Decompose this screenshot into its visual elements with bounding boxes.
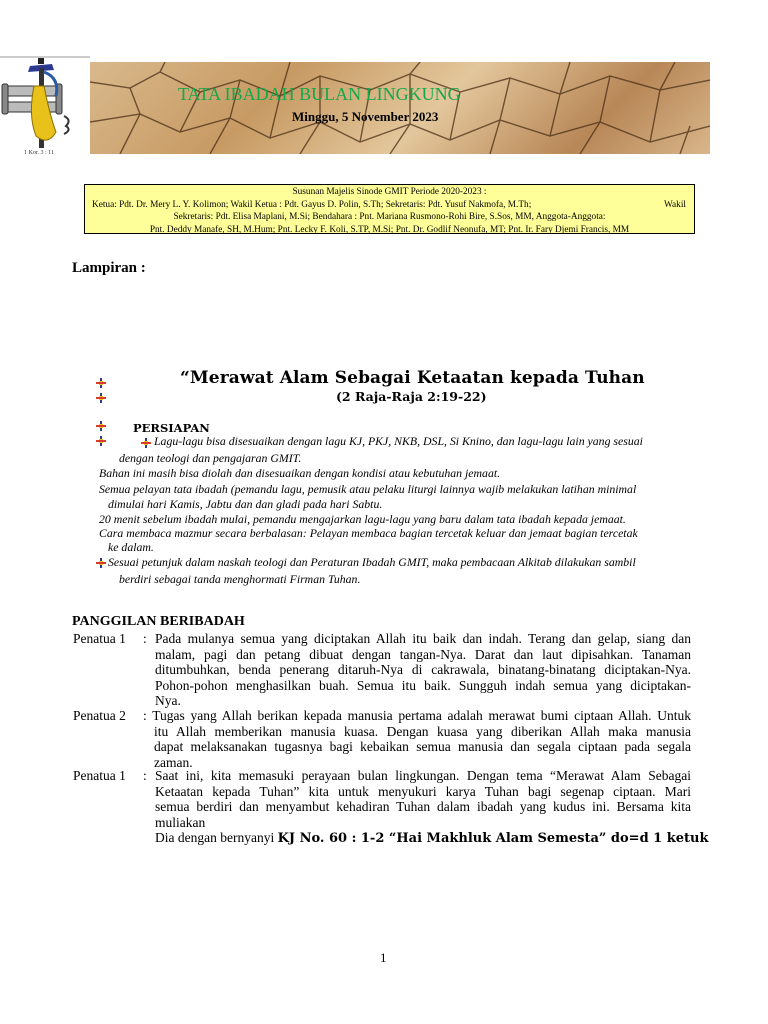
bullet-icon	[96, 393, 106, 403]
bullet-icon	[96, 558, 106, 568]
song-intro-text: Dia dengan bernyanyi	[155, 830, 278, 845]
committee-line-2-end: Wakil	[664, 199, 686, 210]
speaker-colon-1: :	[143, 631, 147, 646]
bullet-icon	[96, 378, 106, 388]
committee-line-3: Sekretaris: Pdt. Elisa Maplani, M.Si; Bendahara : Pnt. Mariana Rusmono-Rohi Bire, S.Sos, MM, Anggota-Anggota:	[173, 212, 606, 222]
lampiran-label: Lampiran :	[72, 260, 146, 276]
paragraph-line: Pada mulanya semua yang diciptakan Allah itu baik dan indah. Terang dan gelap, siang dan	[155, 631, 691, 646]
banner-title: TATA IBADAH BULAN LINGKUNG	[178, 84, 461, 104]
paragraph-line: itu Allah memberikan manusia kuasa. Dengan kuasa yang diberikan Allah maka manusia	[154, 723, 691, 739]
paragraph-line: zaman.	[154, 754, 193, 770]
persiapan-item-6-cont: berdiri sebagai tanda menghormati Firman Tuhan.	[119, 572, 361, 586]
committee-line-4: Pnt. Deddy Manafe, SH, M.Hum; Pnt. Lecky F. Koli, S.TP, M.Si; Pnt. Dr. Godlif Neonufa, MT; Pnt. Ir. Fary Djemi Francis, MM	[149, 224, 630, 235]
committee-line-2	[85, 199, 694, 212]
persiapan-item-2: Bahan ini masih bisa diolah dan disesuaikan dengan kondisi atau kebutuhan jemaat.	[99, 466, 501, 480]
hymn-reference: KJ No. 60 : 1-2 “Hai Makhluk Alam Semesta” do=d 1 ketuk	[277, 831, 709, 846]
scripture-reference: (2 Raja-Raja 2:19-22)	[336, 389, 487, 404]
persiapan-item-3: Semua pelayan tata ibadah (pemandu lagu, pemusik atau pelaku liturgi lainnya wajib melakukan latihan minimal	[99, 482, 637, 496]
committee-line-1: Susunan Majelis Sinode GMIT Periode 2020-2023 :	[292, 187, 487, 197]
persiapan-item-3-cont: dimulai hari Kamis, Jabtu dan dan gladi pada hari Sabtu.	[108, 497, 383, 511]
call-to-worship-paragraph-1	[155, 631, 691, 709]
church-logo	[0, 56, 90, 160]
bullet-icon	[141, 438, 151, 448]
paragraph-line: Nya.	[155, 693, 181, 708]
synod-committee-box	[84, 184, 695, 234]
paragraph-line: muliakan	[155, 814, 206, 830]
logo-caption: 1 Kor. 3 : 11	[24, 150, 54, 156]
paragraph-line: dapat melaksanakan tugasnya bagi kebaikan semua manusia dan segala ciptaan pada segala	[154, 739, 691, 754]
panggilan-heading: PANGGILAN BERIBADAH	[72, 614, 245, 629]
paragraph-line: ditumbuhkan, benda penerang ditaruh-Nya di cakrawala, binatang-binatang diciptakan-Nya.	[155, 662, 691, 677]
bullet-icon	[96, 436, 106, 446]
persiapan-item-5: Cara membaca mazmur secara berbalasan: Pelayan membaca bagian tercetak keluar dan jemaat bagian tercetak	[99, 526, 638, 540]
speaker-label-3: Penatua 1	[73, 768, 126, 783]
paragraph-line: malam, pagi dan petang dibuat dengan tangan-Nya. Darat dan laut dipisahkan. Tanaman	[155, 646, 691, 662]
persiapan-item-5-cont: ke dalam.	[108, 540, 154, 554]
call-to-worship-paragraph-3	[155, 768, 709, 847]
persiapan-heading: PERSIAPAN	[133, 421, 210, 435]
committee-line-2-text: Ketua: Pdt. Dr. Mery L. Y. Kolimon; Wakil Ketua : Pdt. Gayus D. Polin, S.Th; Sekretaris: Pdt. Yusuf Nakmofa, M.Th;	[92, 199, 532, 210]
persiapan-item-1: Lagu-lagu bisa disesuaikan dengan lagu KJ, PKJ, NKB, DSL, Si Knino, dan lagu-lagu lain yang sesuai	[154, 434, 643, 448]
speaker-label-1: Penatua 1	[73, 631, 126, 646]
persiapan-item-4: 20 menit sebelum ibadah mulai, pemandu mengajarkan lagu-lagu yang baru dalam tata ibadah kepada jemaat.	[99, 512, 626, 526]
service-date: Minggu, 5 November 2023	[292, 109, 439, 124]
speaker-label-2: Penatua 2	[73, 708, 126, 723]
page-number: 1	[380, 950, 387, 965]
liturgy-title: “Merawat Alam Sebagai Ketaatan kepada Tuhan	[180, 368, 645, 388]
paragraph-line: : Tugas yang Allah berikan kepada manusia pertama adalah merawat bumi ciptaan Allah. Untuk	[143, 708, 691, 723]
paragraph-line: Ketaatan kepada Tuhan” kita untuk menyukuri karya Tuhan bagi segenap ciptaan. Mari	[155, 783, 691, 799]
paragraph-line: semua berdiri dan menyambut kehadiran Tuhan dalam ibadah yang kudus ini. Bersama kita	[155, 799, 691, 814]
persiapan-item-6: Sesuai petunjuk dalam naskah teologi dan Peraturan Ibadah GMIT, maka pembacaan Alkitab dilakukan sambil	[108, 555, 636, 569]
song-instruction-line	[155, 830, 709, 847]
cracked-earth-pattern	[90, 62, 710, 154]
paragraph-line: Saat ini, kita memasuki perayaan bulan lingkungan. Dengan tema “Merawat Alam Sebagai	[155, 768, 691, 783]
header-banner	[90, 62, 710, 154]
persiapan-item-1-cont: dengan teologi dan pengajaran GMIT.	[119, 451, 302, 465]
call-to-worship-paragraph-2	[143, 708, 691, 770]
speaker-colon-3: :	[143, 768, 147, 783]
paragraph-line: Pohon-pohon menghasilkan buah. Semua itu baik. Sungguh indah semua yang diciptakan-	[155, 677, 691, 693]
bullet-icon	[96, 421, 106, 431]
